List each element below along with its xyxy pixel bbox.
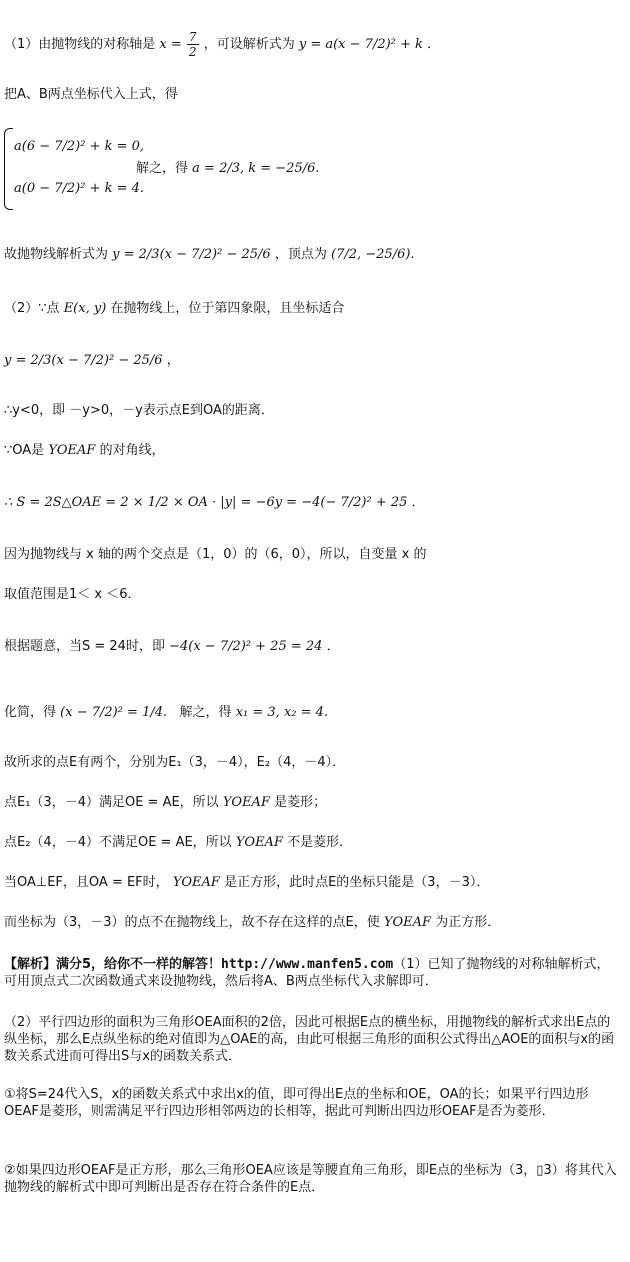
part1-mid-text: ，可设解析式为 bbox=[203, 37, 295, 52]
solve-result: a = 2/3, k = −25/6. bbox=[192, 161, 320, 176]
analysis-paragraph-3: ①将S=24代入S，x的函数关系式中求出x的值，即可得出E点的坐标和OE，OA的长；如果平行四边形OEAF是菱形，则需满足平行四边形相邻两边的长相等，据此可判断出四边形OEAF是否为菱形． bbox=[4, 1087, 589, 1119]
square-condition-line: 当OA⊥EF，且OA = EF时， YOEAF 是正方形，此时点E的坐标只能是（3，－3）． bbox=[4, 875, 490, 890]
x-solutions: x₁ = 3, x₂ = 4. bbox=[235, 705, 329, 720]
part2-line3: ∴y<0，即 －y>0，－y表示点E到OA的距离． bbox=[4, 403, 274, 418]
analysis-paragraph-4: ②如果四边形OEAF是正方形，那么三角形OEA应该是等腰直角三角形，即E点的坐标为（3，▯3）将其代入抛物线的解析式中即可判断出是否存在符合条件的E点． bbox=[4, 1163, 617, 1195]
part2-line4: ∵OA是 YOEAF 的对角线， bbox=[4, 443, 165, 458]
s24-equation: −4(x − 7/2)² + 25 = 24 bbox=[169, 639, 323, 654]
equation-1: a(6 − 7/2)² + k = 0, bbox=[14, 139, 145, 154]
simplify-line: 化简，得 (x − 7/2)² = 1/4. 解之，得 x₁ = 3, x₂ = 4. bbox=[4, 705, 329, 720]
parallelogram-symbol: YOEAF bbox=[48, 443, 96, 458]
substitute-text: 把A、B两点坐标代入上式，得 bbox=[4, 87, 178, 102]
symmetry-axis: x = $\frac{7}{2}$ bbox=[159, 30, 197, 59]
parabola-formula: y = 2/3(x − 7/2)² − 25/6 bbox=[112, 247, 271, 262]
part1-line1: （1）由抛物线的对称轴是 x = $\frac{7}{2}$ ，可设解析式为 y = a(x − 7/2)² + k ． bbox=[4, 30, 441, 59]
no-square-line: 而坐标为（3，－3）的点不在抛物线上，故不存在这样的点E，使 YOEAF 为正方形． bbox=[4, 915, 501, 930]
circle-one-marker: ① bbox=[4, 1087, 16, 1102]
part2-formula-line: y = 2/3(x − 7/2)² − 25/6 ， bbox=[4, 353, 180, 368]
area-formula-line: ∴ S = 2S△OAE = 2 × 1/2 × OA · |y| = −6y = −4(− 7/2)² + 25 ． bbox=[4, 495, 425, 510]
area-formula: ∴ S = 2S△OAE = 2 × 1/2 × OA · |y| = −6y = −4(− 7/2)² + 25 bbox=[4, 495, 408, 510]
circle-two-marker: ② bbox=[4, 1163, 16, 1178]
equation-brace bbox=[4, 128, 13, 210]
points-e-line: 故所求的点E有两个，分别为E₁（3，－4），E₂（4，－4）． bbox=[4, 755, 346, 770]
domain-line: 取值范围是1＜ x ＜6． bbox=[4, 587, 141, 602]
simplified-equation: (x − 7/2)² = 1/4. bbox=[60, 705, 168, 720]
intersection-line: 因为抛物线与 x 轴的两个交点是（1，0）的（6，0），所以，自变量 x 的 bbox=[4, 547, 427, 562]
analysis-paragraph-2: （2）平行四边形的面积为三角形OEA面积的2倍，因此可根据E点的横坐标，用抛物线的解析式求出E点的纵坐标，那么E点纵坐标的绝对值即为△OAE的高，由此可根据三角形的面积公式得出△AOE的面积与x的函数关系式进而可得出S与x的函数关系式． bbox=[4, 1015, 615, 1064]
part1-intro: （1）由抛物线的对称轴是 bbox=[4, 37, 156, 52]
analysis-paragraph-1: 【解析】满分5，给你不一样的解答！http://www.manfen5.com（1）已知了抛物线的对称轴解析式，可用顶点式二次函数通式来设抛物线，然后将A、B两点坐标代入求解即可． bbox=[4, 957, 610, 989]
analysis-tag: 【解析】满分5，给你不一样的解答！ bbox=[4, 957, 222, 972]
vertex-coordinates: (7/2, −25/6). bbox=[331, 247, 415, 262]
not-rhombus-line: 点E₂（4，－4）不满足OE = AE，所以 YOEAF 不是菱形． bbox=[4, 835, 353, 850]
parabola-formula-2: y = 2/3(x − 7/2)² − 25/6 bbox=[4, 353, 163, 368]
vertex-form-formula: y = a(x − 7/2)² + k bbox=[298, 37, 423, 52]
point-e: E(x, y) bbox=[63, 301, 107, 316]
parabola-conclusion: 故抛物线解析式为 y = 2/3(x − 7/2)² − 25/6 ，顶点为 (7/2, −25/6). bbox=[4, 247, 415, 262]
source-url[interactable]: http://www.manfen5.com bbox=[221, 957, 394, 972]
rhombus-line: 点E₁（3，－4）满足OE = AE，所以 YOEAF 是菱形； bbox=[4, 795, 327, 810]
part2-line1: （2）∵点 E(x, y) 在抛物线上，位于第四象限，且坐标适合 bbox=[4, 301, 345, 316]
s24-line: 根据题意，当S = 24时，即 −4(x − 7/2)² + 25 = 24 ． bbox=[4, 639, 340, 654]
solve-line: 解之，得 a = 2/3, k = −25/6. bbox=[136, 161, 320, 176]
equation-2: a(0 − 7/2)² + k = 4. bbox=[14, 181, 145, 196]
